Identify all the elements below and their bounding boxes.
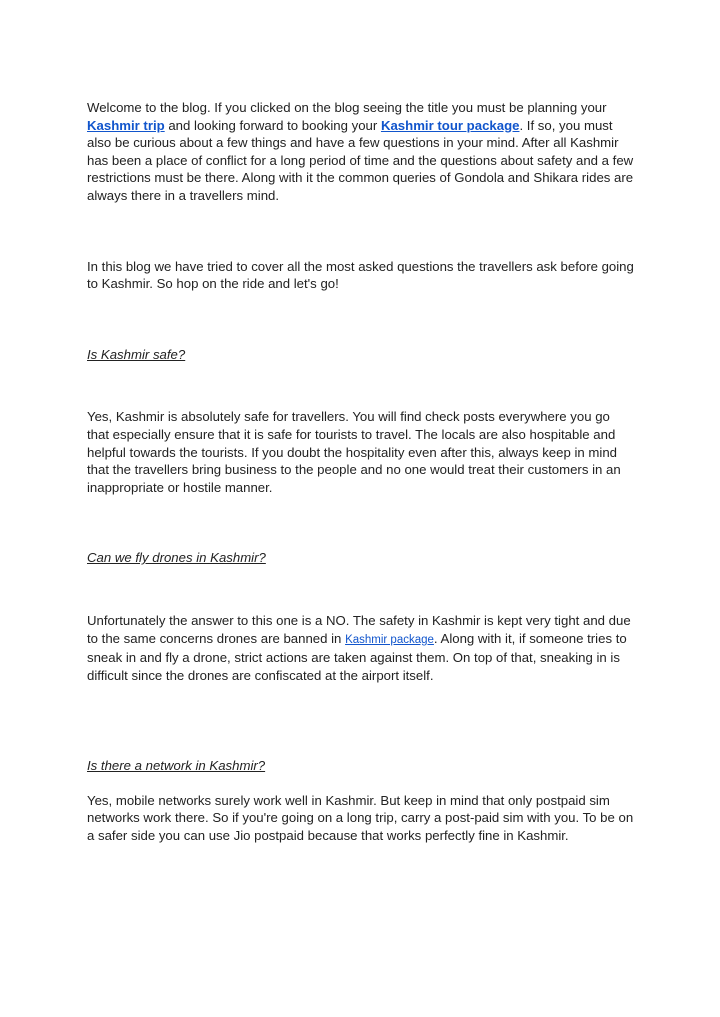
document-page: [87, 99, 635, 845]
spacer: [87, 363, 635, 408]
intro-paragraph: [87, 99, 635, 205]
intro-text-3: . If so, you must also be curious about a few things and have a few questions in your mind. After all Kashmir has been a place of conflict for a long period of time and the questions about safety and a few restrictions must be there. Along with it the common queries of Gondola and Shikara rides are always there in a travellers mind.: [87, 117, 634, 203]
question-heading-drones: Can we fly drones in Kashmir?: [87, 550, 266, 566]
answer-paragraph-network: Yes, mobile networks surely work well in Kashmir. But keep in mind that only postpaid sim networks work there. So if you're going on a long trip, carry a post-paid sim with you. To be on a safer side you can use Jio postpaid because that works perfectly fine in Kashmir.: [87, 792, 634, 844]
spacer: [87, 205, 635, 258]
spacer: [87, 567, 635, 612]
spacer: [87, 293, 635, 346]
kashmir-tour-package-link[interactable]: Kashmir tour package: [380, 117, 520, 133]
question-heading-safety: Is Kashmir safe?: [87, 346, 186, 362]
spacer: [87, 496, 635, 549]
kashmir-package-link[interactable]: Kashmir package: [345, 633, 434, 646]
spacer: [87, 775, 635, 792]
spacer: [87, 684, 635, 757]
drones-text-1: Unfortunately the answer to this one is a NO. The safety in Kashmir is kept very tight and due to the same concerns drones are banned in: [87, 612, 631, 646]
kashmir-trip-link[interactable]: Kashmir trip: [87, 117, 165, 133]
question-heading-network: Is there a network in Kashmir?: [87, 758, 266, 774]
answer-paragraph-safety: Yes, Kashmir is absolutely safe for travellers. You will find check posts everywhere you go that especially ensure that it is safe for tourists to travel. The locals are also hospitable and helpful towards the tourists. If you doubt the hospitality even after this, always keep in mind that the travellers bring business to the people and no one would treat their customers in an inappropriate or hostile manner.: [87, 409, 621, 495]
blog-intro-paragraph: In this blog we have tried to cover all the most asked questions the travellers ask before going to Kashmir. So hop on the ride and let's go!: [87, 258, 634, 292]
intro-text-1: Welcome to the blog. If you clicked on the blog seeing the title you must be planning your: [87, 100, 607, 115]
answer-paragraph-drones: [87, 612, 635, 684]
intro-text-2: and looking forward to booking your: [164, 117, 381, 133]
drones-text-2: . Along with it, if someone tries to sneak in and fly a drone, strict actions are taken against them. On top of that, sneaking in is difficult since the drones are confiscated at the airport itself.: [87, 630, 627, 683]
